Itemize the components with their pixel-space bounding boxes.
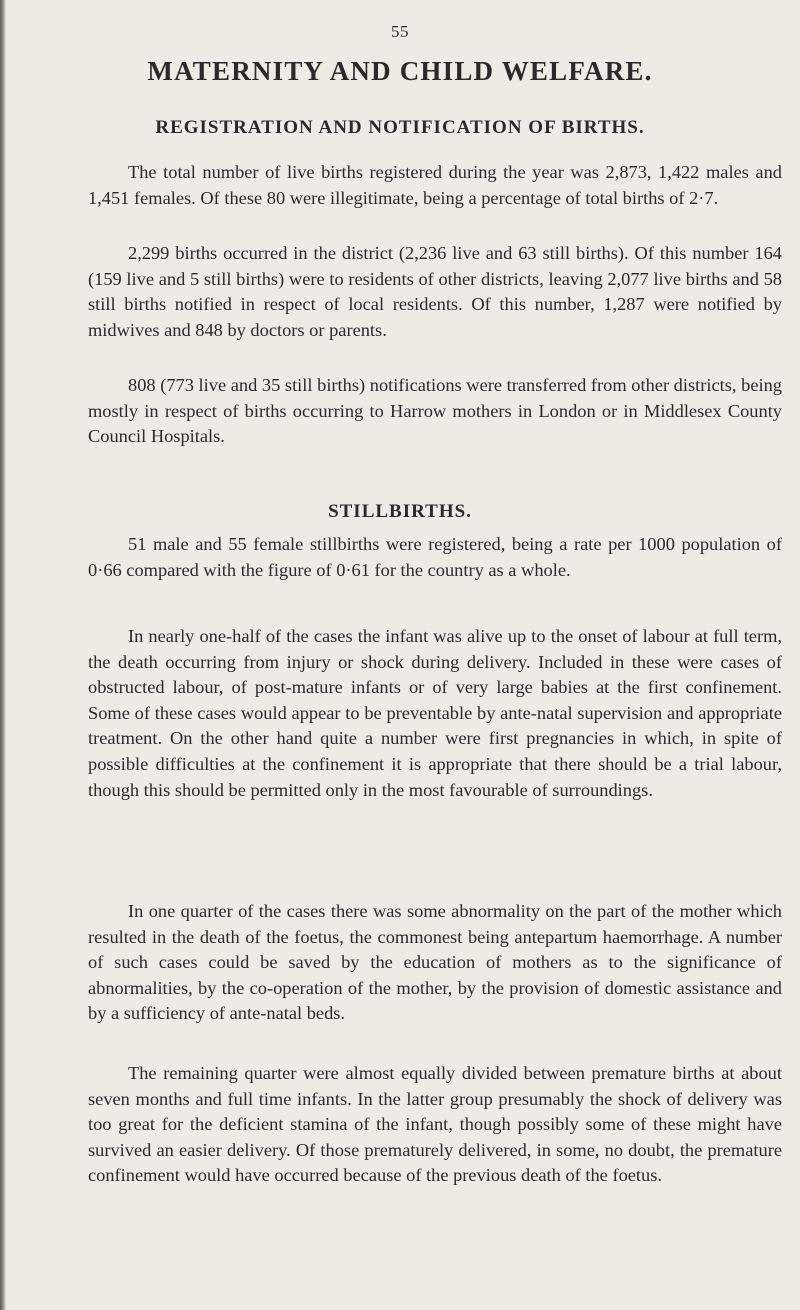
paragraph: The total number of live births registered during the year was 2,873, 1,422 males and 1,451 females. Of these 80 were illegitimate, being a percentage of total births of 2·7.	[88, 162, 782, 208]
paragraph: In nearly one-half of the cases the infant was alive up to the onset of labour at full term, the death occurring from injury or shock during delivery. Included in these were cases of obstructed labour, of post-mature infants or of very large babies at the first confinement. Some of these cases would appear to be preventable by ante-natal supervision and appropriate treatment. On the other hand quite a number were first pregnancies in which, in spite of possible difficulties at the confinement it is appropriate that there should be a trial labour, though this should be permitted only in the most favourable of surroundings.	[88, 626, 782, 800]
paragraph: The remaining quarter were almost equally divided between premature births at about seven months and full time infants. In the latter group presumably the shock of delivery was too great for the deficient stamina of the infant, though possibly some of these might have survived an easier delivery. Of those prematurely delivered, in some, no doubt, the premature confinement would have occurred because of the previous death of the foetus.	[88, 1063, 782, 1186]
page-title: MATERNITY AND CHILD WELFARE.	[147, 56, 653, 86]
paragraph: In one quarter of the cases there was some abnormality on the part of the mother which resulted in the death of the foetus, the commonest being antepartum haemorrhage. A number of such cases could be saved by the education of mothers as to the significance of abnormalities, by the co-operation of the mother, by the provision of domestic assistance and by a sufficiency of ante-natal beds.	[88, 901, 782, 1024]
paragraph: 808 (773 live and 35 still births) notifications were transferred from other districts, being mostly in respect of births occurring to Harrow mothers in London or in Middlesex County Council Hospitals.	[88, 375, 782, 447]
section-heading-stillbirths: STILLBIRTHS.	[328, 501, 472, 522]
paragraph: 2,299 births occurred in the district (2,236 live and 63 still births). Of this number 164 (159 live and 5 still births) were to residents of other districts, leaving 2,077 live births and 58 still births notified in respect of local residents. Of this number, 1,287 were notified by midwives and 848 by doctors or parents.	[88, 243, 782, 340]
page-number: 55	[391, 22, 409, 41]
section-heading-registration: REGISTRATION AND NOTIFICATION OF BIRTHS.	[155, 117, 645, 138]
page-edge-shadow	[0, 0, 6, 1310]
paragraph: 51 male and 55 female stillbirths were registered, being a rate per 1000 population of 0·66 compared with the figure of 0·61 for the country as a whole.	[88, 534, 782, 580]
